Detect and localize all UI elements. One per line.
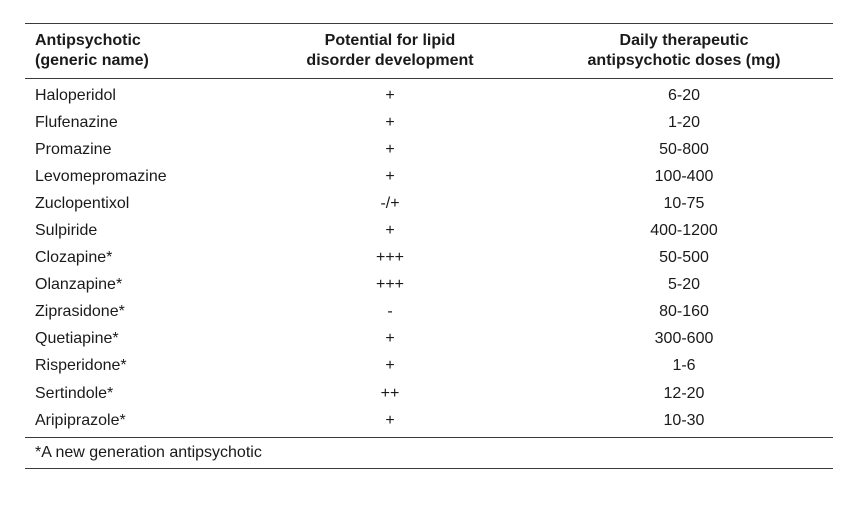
cell-dose: 50-500 — [659, 249, 709, 267]
cell-dose: 10-75 — [663, 194, 705, 212]
table-footnote: *A new generation antipsychotic — [35, 444, 262, 462]
table-row — [25, 163, 833, 190]
table-row — [25, 190, 833, 217]
table-row — [25, 407, 833, 434]
table-row — [25, 82, 833, 109]
header-lipid — [245, 31, 535, 71]
cell-dose: 5-20 — [667, 276, 701, 294]
cell-dose: 100-400 — [654, 167, 714, 185]
cell-dose: 12-20 — [663, 384, 705, 402]
cell-dose: 1-20 — [667, 113, 701, 131]
table-row — [25, 272, 833, 299]
cell-lipid: -/+ — [380, 194, 400, 212]
cell-lipid: + — [385, 113, 395, 131]
table-row — [25, 353, 833, 380]
header-lipid-line1: Potential for lipid — [324, 32, 456, 49]
header-lipid-line2: disorder development — [306, 52, 474, 69]
cell-dose: 300-600 — [654, 330, 714, 348]
cell-lipid: + — [385, 222, 395, 240]
table-row — [25, 245, 833, 272]
table-row — [25, 380, 833, 407]
cell-dose: 80-160 — [659, 303, 709, 321]
header-dose — [535, 31, 833, 71]
table-row — [25, 299, 833, 326]
bottom-rule — [25, 468, 833, 469]
cell-drug: Haloperidol — [35, 86, 116, 104]
cell-lipid: + — [385, 330, 395, 348]
table-row — [25, 136, 833, 163]
cell-drug: Promazine — [35, 140, 112, 158]
header-dose-line2: antipsychotic doses (mg) — [587, 52, 781, 69]
cell-dose: 1-6 — [672, 357, 696, 375]
cell-lipid: - — [387, 303, 393, 321]
table-row — [25, 217, 833, 244]
cell-drug: Quetiapine* — [35, 330, 119, 348]
header-drug-line2: (generic name) — [35, 52, 149, 69]
table-body — [25, 79, 833, 437]
table-header — [25, 24, 833, 78]
cell-drug: Sulpiride — [35, 222, 98, 240]
cell-lipid: + — [385, 167, 395, 185]
cell-drug: Flufenazine — [35, 113, 118, 131]
cell-lipid: + — [385, 86, 395, 104]
table-row — [25, 326, 833, 353]
cell-dose: 10-30 — [663, 411, 705, 429]
cell-lipid: +++ — [375, 276, 405, 294]
cell-drug: Zuclopentixol — [35, 194, 130, 212]
cell-lipid: +++ — [375, 249, 405, 267]
cell-dose: 400-1200 — [650, 222, 718, 240]
antipsychotic-table — [25, 23, 833, 469]
cell-drug: Risperidone* — [35, 357, 127, 375]
header-drug — [25, 31, 245, 71]
cell-lipid: + — [385, 411, 395, 429]
header-dose-line1: Daily therapeutic — [619, 32, 749, 49]
cell-drug: Clozapine* — [35, 249, 113, 267]
cell-dose: 50-800 — [659, 140, 709, 158]
cell-lipid: + — [385, 140, 395, 158]
cell-lipid: ++ — [380, 384, 400, 402]
cell-drug: Ziprasidone* — [35, 303, 125, 321]
cell-drug: Aripiprazole* — [35, 411, 126, 429]
header-drug-line1: Antipsychotic — [35, 32, 141, 49]
cell-lipid: + — [385, 357, 395, 375]
cell-dose: 6-20 — [667, 86, 701, 104]
cell-drug: Olanzapine* — [35, 276, 123, 294]
cell-drug: Sertindole* — [35, 384, 114, 402]
cell-drug: Levomepromazine — [35, 167, 167, 185]
table-row — [25, 109, 833, 136]
